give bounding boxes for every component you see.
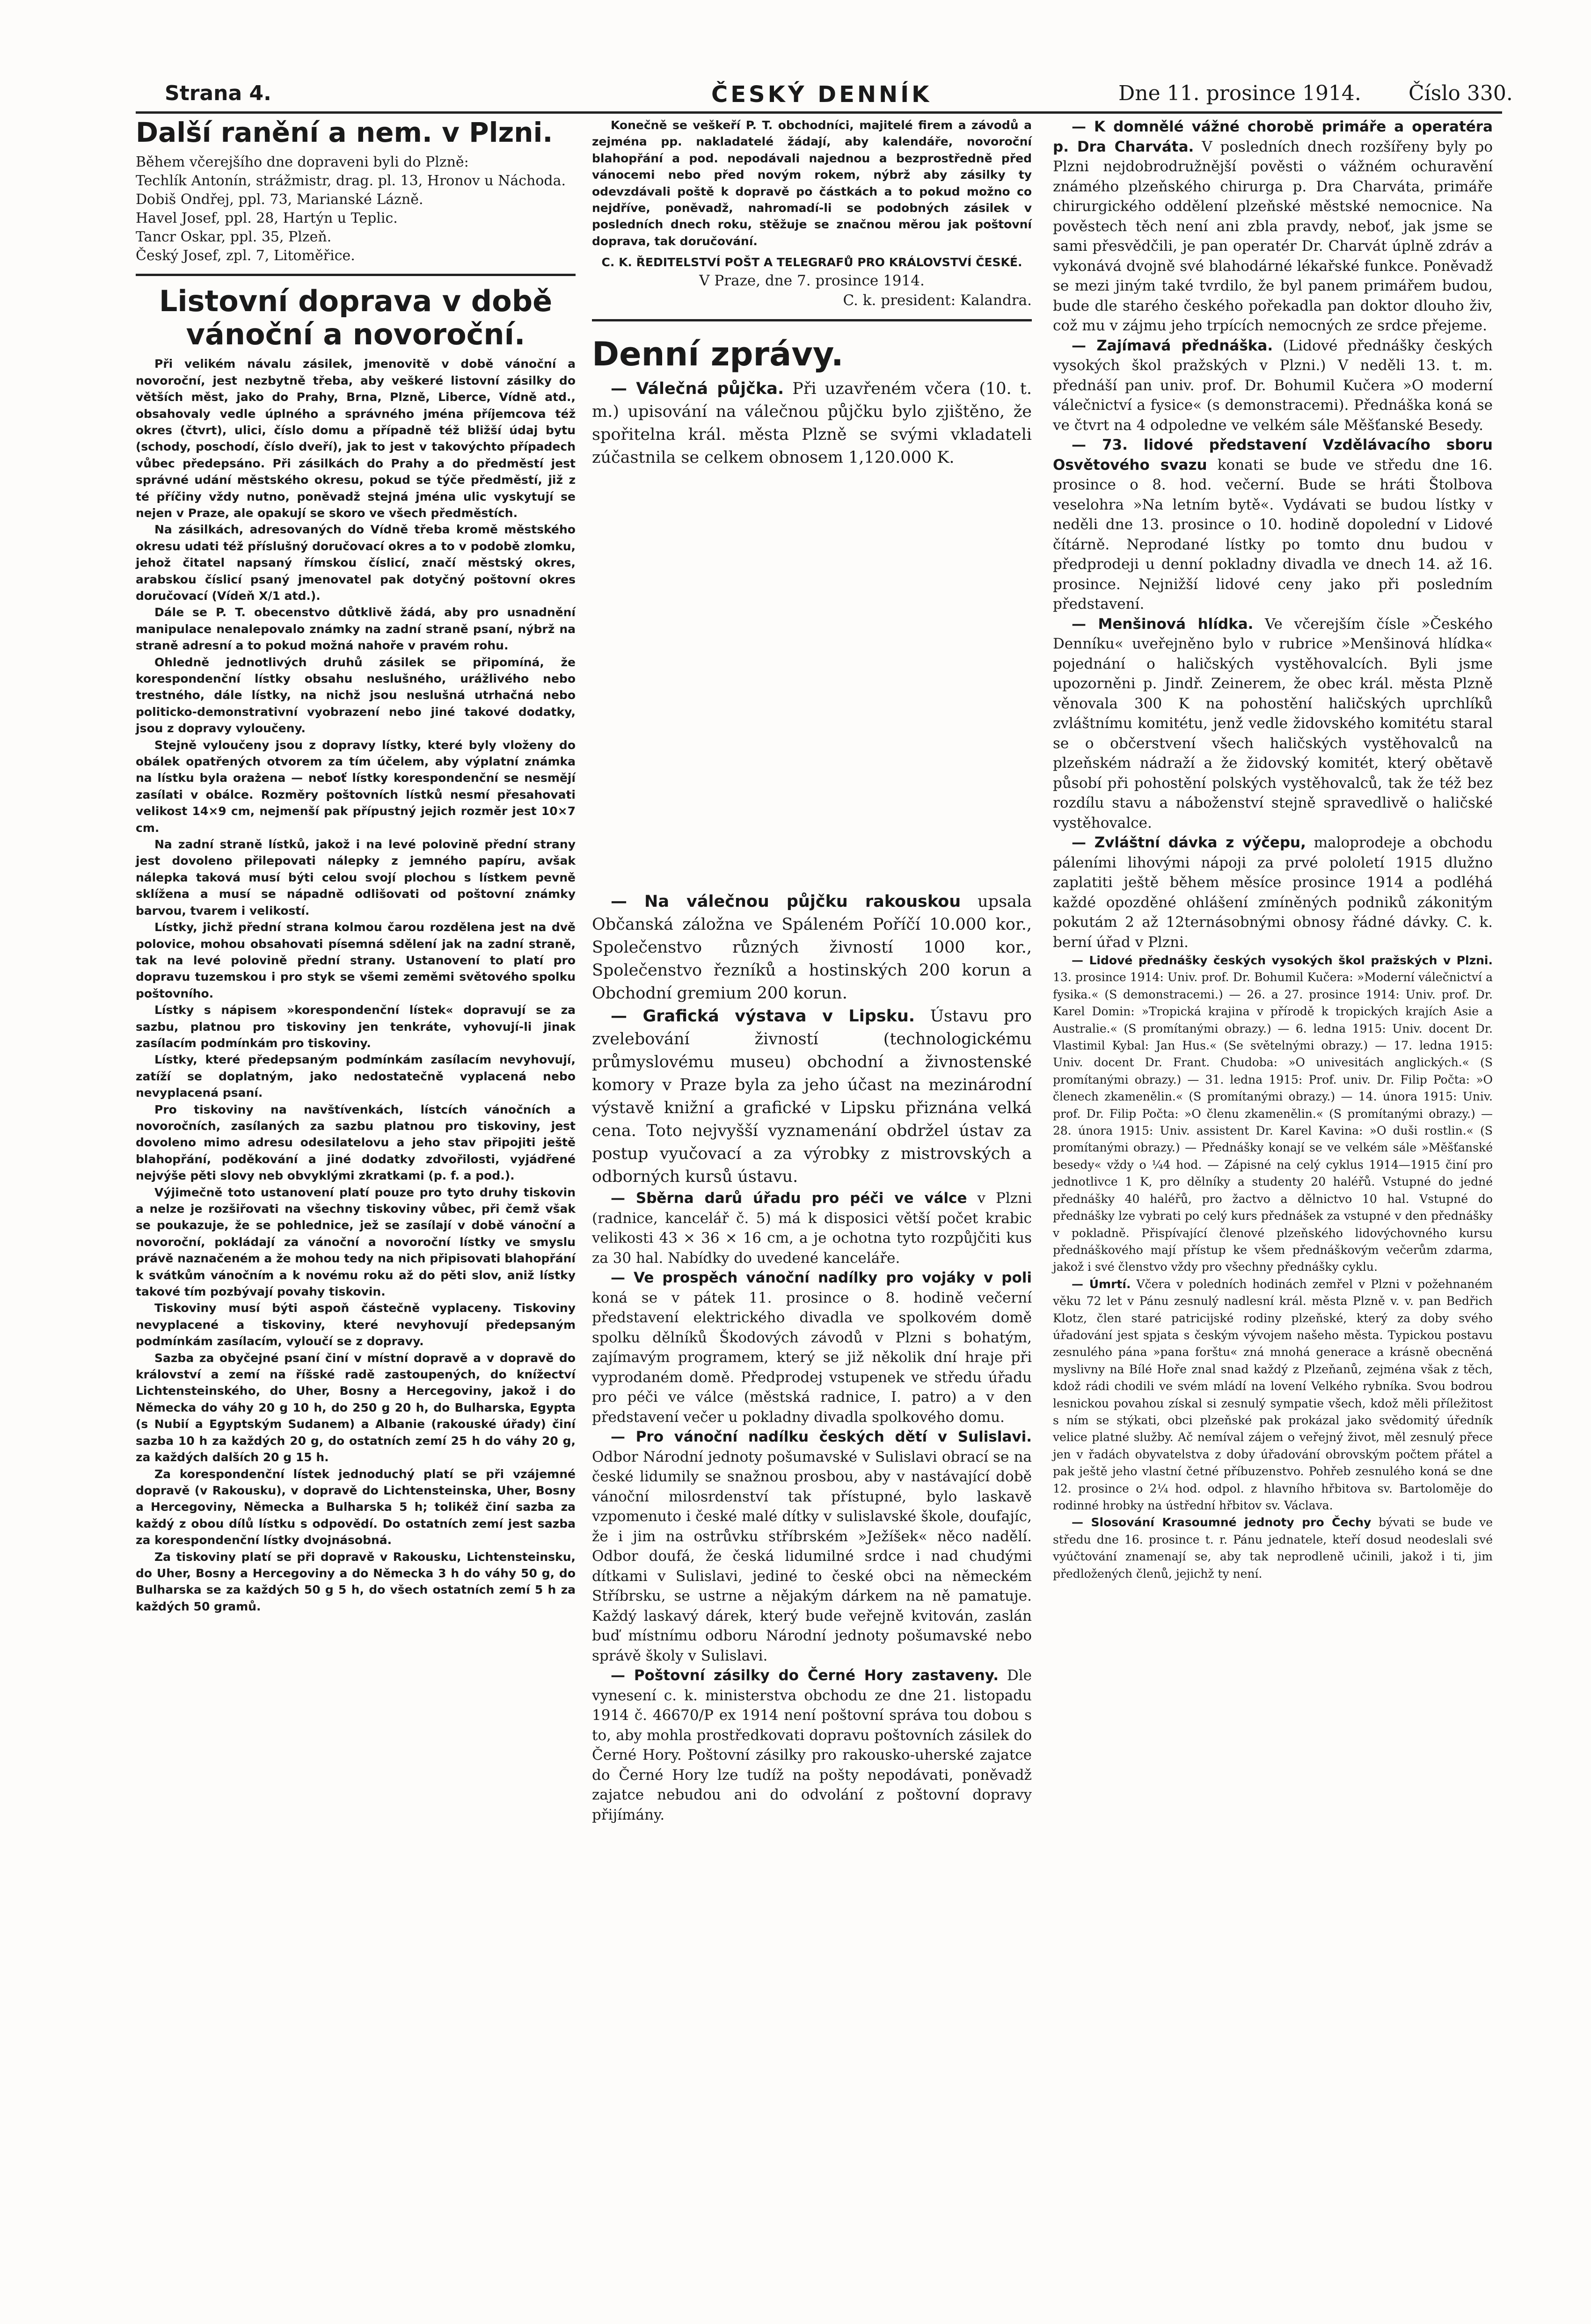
news-lead: — Menšinová hlídka. — [1072, 615, 1254, 633]
news-text: maloprodeje a obchodu páleními lihovými nápoji za prvé pololetí 1915 dlužno zaplatiti ještě během měsíce prosince 1914 a podléhá každé opozděné ohlášení zmíněných podniků zákonitým pokutám 2 až 12ternásobnými obnosy řádné dávky. C. k. berní úřad v Plzni. — [1053, 834, 1493, 951]
news-text: Ve včerejším čísle »Českého Denníku« uveřejněno bylo v rubrice »Menšinová hlídka« pojednání o haličských vystěhovalcích. Byli jsme upozorněni p. Jindř. Zeinerem, že obec král. města Plzně věnovala 300 K na pohostění haličských uprchlíků zvláštnímu komitétu, jenž vedle židovského komitétu staral se o občerstvení všech haličských vystěhovalců na plzeňském nádraží a že židovský komitét, který obětavě působí při pohostění polských vystěhovalců, tak že též bez rozdílu stavu a náboženství stejně spravedlivě o haličské vystěhovalce. — [1053, 615, 1493, 831]
news-lead: — Ve prospěch vánoční nadílky pro vojáky v poli — [611, 1269, 1032, 1287]
daily-news-title: Denní zprávy. — [592, 335, 844, 373]
news-text: upsala Občanská záložna ve Spáleném Poříčí 10.000 kor., Společenstvo různých živností 1000 kor., Společenstvo řezníků a hostinských 200 korun a Obchodní gremium 200 korun. — [592, 892, 1032, 1003]
news-text: Odbor Národní jednoty pošumavské v Sulislavi obrací se na české lidumily se snažnou prosbou, aby v nastávající době vánoční milosrdenství tak přístupné, bylo laskavě vzpomenuto i české malé dítky v sulislavské škole, doufajíc, že i jim na ostrůvku stříbrském »Ježíšek« něco nadělí. Odbor doufá, že česká lidumilné srdce i nad chudými dítkami v Sulislavi, jediné to české obci na německém Stříbrsku, se ustrne a nějakým dárkem na ně pamatuje. Každý laskavý dárek, který bude veřejně kvitován, zaslán buď místnímu odboru Národní jednoty pošumavské nebo správě školy v Sulislavi. — [592, 1448, 1032, 1664]
page-number: Strana 4. — [165, 81, 271, 105]
article-paragraph: Lístky, jichž přední strana kolmou čarou rozdělena jest na dvě polovice, mohou obsahovati písemná sdělení jak na zadní straně, tak na levé polovině přední strany. Ustanovení to platí pro dopravu tuzemskou i pro styk se všemi zeměmi světového spolku poštovního. — [136, 920, 576, 1000]
news-item — [592, 1268, 1032, 1427]
news-text: 13. prosince 1914: Univ. prof. Dr. Bohumil Kučera: »Moderní válečnictví a fysika.« (S demonstracemi.) — 26. a 27. prosince 1914: Univ. prof. Dr. Karel Domin: »Tropická krajina v přírodě k tropických krajích Asie a Australie.« (S promítanými obrazy.) — 6. ledna 1915: Univ. docent Dr. Vlastimil Kybal: Jan Hus.« (Se světelnými obrazy.) — 17. ledna 1915: Univ. docent Dr. Frant. Chudoba: »O univesitách anglických.« (S promítanými obrazy.) — 31. ledna 1915: Prof. univ. Dr. Filip Počta: »O členech zkamenělin.« (S promítanými obrazy.) — 14. února 1915: Univ. prof. Dr. Filip Počta: »O členu zkamenělin.« (S promítanými obrazy.) — 28. února 1915: Univ. assistent Dr. Karel Kavina: »O duši rostlin.« (S promítanými obrazy.) — Přednášky konají se ve velkém sále »Měšťanské besedy« vždy o ¼4 hod. — Zápisné na celý cyklus 1914—1915 činí pro jednotlivce 1 K, pro dělníky a studenty 20 haléřů. Vstupné do jedné přednášky 40 haléřů, pro žactvo a dělnictvo 10 hal. Vstupné do přednášky lze vybrati po celý kurs přednášek za vstupné v den přednášky v pokladně. Přispívající členové plzeňského lidovýchovného kursu přednáškového mají přístup ke všem přednáškovým večerům zdarma, jakož i své členstvo vždy pro všechny přednášky cyklu. — [1053, 970, 1493, 1274]
casualty-entry: Český Josef, zpl. 7, Litoměřice. — [136, 247, 355, 264]
news-item — [1053, 1514, 1493, 1582]
casualty-intro: Během včerejšího dne dopraveni byli do Plzně: — [136, 153, 469, 170]
news-lead: — Grafická výstava v Lipsku. — [611, 1007, 915, 1026]
news-lead: — K domnělé vážné chorobě primáře a operatéra p. Dra Charváta. — [1053, 118, 1493, 155]
article-paragraph: Tiskoviny musí býti aspoň částečně vyplaceny. Tiskoviny nevyplacené a tiskoviny, které nevyhovují předepsaným podmínkám zasílacím, vyloučí se z dopravy. — [136, 1301, 576, 1348]
news-lead: — Zvláštní dávka z výčepu, — [1072, 834, 1306, 851]
news-text: (Lidové přednášky českých vysokých škol pražských v Plzni.) V neděli 13. t. m. přednáší pan univ. prof. Dr. Bohumil Kučera »O moderní válečnictví a fysice« (s demonstracemi). Přednáška koná se ve čtvrt na 4 odpoledne ve velkém sále Měšťanské Besedy. — [1053, 337, 1493, 434]
divider — [592, 319, 1032, 321]
news-text: koná se v pátek 11. prosince o 8. hodině večerní představení elektrického divadla ve spolkovém domě spolku dělníků Škodových závodů v Plzni s bohatým, zajímavým programem, který se již několik dní hraje při vyprodaném domě. Předprodej vstupenek ve středu úřadu pro péči ve válce (městská radnice, I. patro) a v den představení večer u pokladny divadla spolkového domu. — [592, 1289, 1032, 1426]
issue-date: Dne 11. prosince 1914. — [1118, 81, 1361, 105]
news-lead: — Úmrtí. — [1072, 1277, 1131, 1291]
news-text: Ústavu pro zvelebování živností (technologickému průmyslovému museu) obchodní a živnostenské komory v Praze byla za jeho účast na mezinárodní výstavě knižní a grafické v Lipsku přiznána velká cena. Toto nejvyšší vyznamenání obdržel ústav za postup vyučovací a za výrobky z mistrovských a odborných kursů ústavu. — [592, 1007, 1032, 1187]
column-middle — [592, 117, 1032, 1825]
news-item — [592, 1427, 1032, 1666]
news-text: konati se bude ve středu dne 16. prosince o 8. hod. večerní. Bude se hráti Štolbova veselohra »Na letním bytě«. Vydávati se budou lístky v neděli dne 13. prosince o 10. hodině dopolední v Lidové čítárně. Neprodané lístky po tomto dnu budou v předprodeji u denní pokladny divadla ve dnech 14. až 16. prosince. Nejnižší lidové ceny jako při posledním představení. — [1053, 456, 1493, 612]
news-text: v Plzni (radnice, kancelář č. 5) má k disposici větší počet krabic velikosti 43 × 36 × 16 cm, a je ochotna tyto rozpůjčiti kus za 30 hal. Nabídky do uvedené kanceláře. — [592, 1190, 1032, 1267]
casualty-entry: Tancr Oskar, ppl. 35, Plzeň. — [136, 228, 332, 245]
news-lead: — Sběrna darů úřadu pro péči ve válce — [611, 1190, 967, 1207]
article-paragraph: Lístky, které předepsaným podmínkám zasílacím nevyhovují, zatíží se doplatným, jako nedostatečně vyplacená nebo nevyplacená psaní. — [136, 1053, 576, 1100]
news-item — [1053, 1276, 1493, 1515]
post-article-continued: Konečně se veškeří P. T. obchodníci, majitelé firem a závodů a zejména pp. nakladatelé žádají, aby kalendáře, novoroční blahopřání a pod. nepodávali najednou a bezprostředně před vánocemi nebo před novým rokem, nýbrž aby zásilky ty odevzdávali poště k dopravě po částkách a to pokud možno co nejdříve, poněvadž, nahromadí-li se podobných zásilek v posledních dnech roku, stěžuje se značnou měrou jak poštovní doprava, tak doručování. — [592, 118, 1032, 248]
news-text: Při uzavřeném včera (10. t. m.) upisování na válečnou půjčku bylo zjištěno, že spořitelna král. města Plzně se svými vkladateli zúčastnila se celkem obnosem 1,120.000 K. — [592, 379, 1032, 467]
post-article-body — [136, 356, 576, 1615]
news-lead: — Slosování Krasoumné jednoty pro Čechy — [1072, 1515, 1372, 1530]
news-item — [1053, 435, 1493, 614]
article-paragraph: Při velikém návalu zásilek, jmenovitě v době vánoční a novoroční, jest nezbytně třeba, aby veškeré listovní zásilky do větších měst, jako do Prahy, Brna, Plzně, Liberce, Vídně atd., obsahovaly vedle úplného a správného jména příjemcova též okres (čtvrt), ulici, číslo domu a případně též bližší údaj bytu (schody, poschodí, číslo dveří), jak to jest v takovýchto případech vůbec předepsáno. Při zásilkách do Prahy a do předměstí jest správné udání městského okresu, pokud se týče předměstí, již z té příčiny vždy nutno, poněvadž stejná jména ulic vyskytují se nejen v Praze, ale opakují se skoro ve všech předměstích. — [136, 357, 576, 520]
casualty-entry: Dobiš Ondřej, ppl. 73, Marianské Lázně. — [136, 191, 423, 208]
news-lead: — 73. lidové představení Vzdělávacího sboru Osvětového svazu — [1053, 437, 1493, 474]
article-paragraph: Na zásilkách, adresovaných do Vídně třeba kromě městského okresu udati též příslušný doručovací okres a to v podobě zlomku, jehož čitatel napsaný římskou číslicí, značí městský okres, arabskou číslicí psaný jmenovatel pak dotyčný poštovní okres doručovací (Vídeň X/1 atd.). — [136, 523, 576, 603]
news-item — [1053, 833, 1493, 952]
page-header — [136, 79, 1513, 114]
casualty-entry: Havel Josef, ppl. 28, Hartýn u Teplic. — [136, 210, 398, 226]
news-lead: — Poštovní zásilky do Černé Hory zastaveny. — [611, 1667, 999, 1684]
news-item — [592, 890, 1032, 1005]
newspaper-title: ČESKÝ DENNÍK — [711, 81, 932, 108]
news-text: bývati se bude ve středu dne 16. prosince t. r. Pánu jednatele, kteří dosud neodeslali své vyúčtování znamenají se, aby tak neprodleně učinili, jakož i ti, jim předložených členů, jejichž ty není. — [1053, 1515, 1493, 1581]
article-paragraph: Stejně vyloučeny jsou z dopravy lístky, které byly vloženy do obálek opatřených otvorem za tím účelem, aby výplatní známka na lístku byla orażena — neboť lístky korespondenční se nesmějí zasílati v obálce. Rozměry poštovních lístků nesmí přesahovati velikost 14×9 cm, nejmenší pak přípustný jejich rozměr jest 10×7 cm. — [136, 738, 576, 835]
news-item — [1053, 117, 1493, 336]
signature-place-date: V Praze, dne 7. prosince 1914. — [699, 272, 925, 289]
casualties-title: Další ranění a nem. v Plzni. — [136, 117, 553, 148]
divider — [136, 274, 576, 276]
article-paragraph: Sazba za obyčejné psaní činí v místní dopravě a v dopravě do království a zemí na říšské radě zastoupených, do knížectví Lichtensteinského, do Uher, Bosny a Hercegoviny, jakož i do Německa do váhy 20 g 10 h, do 250 g 20 h, do Bulharska, Egypta (s Nubií a Egyptským Sudanem) a Albanie (rakouské úřady) činí sazba 10 h za každých 20 g, do ostatních zemí 25 h do váhy 20 g, za každých dalších 20 g 15 h. — [136, 1351, 576, 1464]
news-item — [1053, 336, 1493, 436]
column-left — [136, 117, 576, 1615]
news-text: Dle vynesení c. k. ministerstva obchodu ze dne 21. listopadu 1914 č. 46670/P ex 1914 není poštovní správa tou dobou s to, aby mohla prostředkovati dopravu poštovních zásilek do Černé Hory. Poštovní zásilky pro rakousko-uherské zajatce do Černé Hory lze tudíž na pošty nepodávati, poněvadž zajatce nebudou ani do odvolání z poštovní dopravy přijímány. — [592, 1667, 1032, 1823]
article-paragraph: Ohledně jednotlivých druhů zásilek se připomíná, že korespondenční lístky obsahu neslušného, urážlivého nebo trestného, dále lístky, na nichž jsou neslušná utrhačná nebo politicko-demonstrativní vyobrazení nebo jiné takové dodatky, jsou z dopravy vyloučeny. — [136, 655, 576, 736]
news-lead: — Lidové přednášky českých vysokých škol pražských v Plzni. — [1072, 954, 1493, 967]
column-right — [1053, 117, 1493, 1582]
article-paragraph: Za korespondenční lístek jednoduchý platí se při vzájemné dopravě (v Rakousku), v dopravě do Lichtensteinska, Uher, Bosny a Hercegoviny, Německa a Bulharska 5 h; tolikéž činí sazba za každý z obou dílů lístku s odpovědí. Do ostatních zemí jest sazba za korespondenční lístky dvojnásobná. — [136, 1467, 576, 1547]
news-item — [592, 1188, 1032, 1268]
news-item — [592, 378, 1032, 469]
article-paragraph: Dále se P. T. obecenstvo důtklivě žádá, aby pro usnadnění manipulace nenalepovalo známky na zadní straně psaní, nýbrž na straně adresní a to pokud možná nahoře v pravém rohu. — [136, 605, 576, 653]
news-lead: — Na válečnou půjčku rakouskou — [611, 892, 961, 911]
news-lead: — Pro vánoční nadílku českých dětí v Sulislavi. — [611, 1428, 1032, 1446]
article-paragraph: Za tiskoviny platí se při dopravě v Rakousku, Lichtensteinsku, do Uher, Bosny a Hercegoviny a do Německa 3 h do váhy 50 g, do Bulharska se za každých 50 g 5 h, do všech ostatních zemí 5 h za každých 50 gramů. — [136, 1550, 576, 1613]
signature-directorate: C. K. ŘEDITELSTVÍ POŠT A TELEGRAFŮ PRO KRÁLOVSTVÍ ČESKÉ. — [601, 255, 1022, 270]
news-text: V posledních dnech rozšířeny byly po Plzni nejdobrodružnější pověsti o vážném ochuravění známého plzeňského chirurga p. Dra Charváta, primáře chirurgického oddělení plzeňské městské nemocnice. Na pověstech těch není ani zbla pravdy, neboť, jak jsme se sami přesvědčili, je pan operatér Dr. Charvát úplně zdráv a vykonává dvojně své blahodárné lékařské funkce. Poněvadž se mezi jiným také tvrdilo, že byl panem primářem budou, bude dle starého českého pořekadla pan doktor dlouho živ, což mu v zájmu jeho trpících nemocných ze srdce přejeme. — [1053, 138, 1493, 334]
news-item — [1053, 952, 1493, 1276]
issue-number: Číslo 330. — [1409, 81, 1513, 105]
article-paragraph: Výjimečně toto ustanovení platí pouze pro tyto druhy tiskovin a nelze je rozšiřovati na všechny tiskoviny vůbec, při čemž však se poukazuje, že se pohlednice, jež se zasílají v době vánoční a novoroční, pokládají za vánoční a novoroční lístky ve smyslu právě naznačeném a že mohou tedy na nich připisovati blahopřání k svátkům vánočním a k novému roku až do pěti slov, aniž lístky takové tím pozbývají povahy tiskovin. — [136, 1185, 576, 1299]
news-item — [1053, 614, 1493, 833]
signature-president: C. k. president: Kalandra. — [843, 292, 1032, 309]
article-paragraph: Lístky s nápisem »korespondenční lístek« dopravují se za sazbu, platnou pro tiskoviny jen tenkráte, vyhovují-li jinak zasílacím podmínkám pro tiskoviny. — [136, 1003, 576, 1050]
news-item — [592, 1005, 1032, 1188]
news-text: Včera v poledních hodinách zemřel v Plzni v požehnaném věku 72 let v Pánu zesnulý nadlesní král. města Plzně v. v. pan Bedřich Klotz, člen staré patricijské rodiny plzeňské, který za doby svého úřadování jest spjata s českým vývojem našeho města. Typickou postavu zesnulého pána »pana forštu« zná mnohá generace a krásně obecněná myslivny na Bílé Hoře znal snad každý z Plzeňanů, zejména však z těch, kdož rádi chodili ve svém mládí na lovení Velkého rybníka. Svou bodrou lesnickou povahou získal si zesnulý sympatie všech, kdož měli příležitost s ním se stýkati, obci plzeňské pak prokázal jako svědomitý úředník velice platné služby. Ač nemíval zájem o veřejný život, měl zesnulý přece jen v řadách obyvatelstva z doby úřadování obrovským počtem přátel a pak ještě jeho vlastní četné příbuzenstvo. Pohřeb zesnulého koná se dne 12. prosince o 2¼ hod. odpol. z hlavního hřbitova sv. Bartoloměje do rodinné hrobky na ústřední hřbitov sv. Václava. — [1053, 1277, 1493, 1512]
article-paragraph: Na zadní straně lístků, jakož i na levé polovině přední strany jest dovoleno přilepovati nálepky z jemného papíru, avšak nálepka taková musí býti celou svojí plochou s lístkem pevně sklížena a musí se nápadně odlišovati od poštovní známky barvou, tvarem i velikostí. — [136, 838, 576, 918]
news-lead: — Válečná půjčka. — [611, 379, 784, 399]
casualty-entry: Techlík Antonín, strážmistr, drag. pl. 13, Hronov u Náchoda. — [136, 172, 566, 189]
news-item — [592, 1666, 1032, 1825]
casualties-list — [136, 153, 576, 265]
news-lead: — Zajímavá přednáška. — [1072, 337, 1273, 354]
post-article-title: Listovní doprava v době vánoční a novoroční. — [159, 284, 553, 351]
image-gap — [592, 469, 1032, 890]
article-paragraph: Pro tiskoviny na navštívenkách, lístcích vánočních a novoročních, zasílaných za sazbu platnou pro tiskoviny, jest dovoleno mimo adresu odesilatelovu a jeho stav připojiti ještě blahopřání, poděkování a jiné dodatky zdvořilosti, vyjádřené nejvýše pěti slovy neb obvyklými zkratkami (p. f. a pod.). — [136, 1102, 576, 1183]
